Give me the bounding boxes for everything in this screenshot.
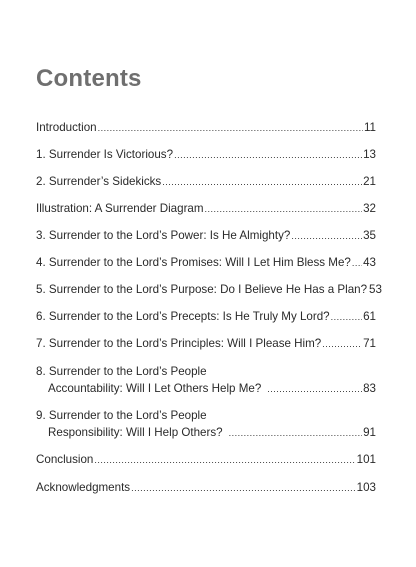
dot-leader <box>322 337 362 351</box>
toc-entry-title: 4. Surrender to the Lord’s Promises: Will I Let Him Bless Me? <box>36 256 351 269</box>
dot-leader <box>205 202 363 216</box>
toc-entry-subtitle: Responsibility: Will I Help Others? <box>48 426 223 439</box>
toc-entry-conclusion <box>36 453 376 467</box>
toc-page-number: 35 <box>363 229 376 242</box>
toc-page-number: 83 <box>363 382 376 395</box>
dot-leader <box>162 175 362 189</box>
toc-entry-chapter-9 <box>36 409 376 440</box>
toc-page-number: 61 <box>363 310 376 323</box>
toc-page-number: 43 <box>363 256 376 269</box>
dot-leader <box>352 256 362 270</box>
toc-entry-subtitle: Accountability: Will I Let Others Help Me? <box>48 382 262 395</box>
toc-page-number: 101 <box>356 453 376 466</box>
toc-entry-title: 1. Surrender Is Victorious? <box>36 148 174 161</box>
dot-leader <box>174 148 362 162</box>
toc-page-number: 11 <box>363 121 376 134</box>
toc-entry-chapter-3 <box>36 229 376 243</box>
toc-page-number: 103 <box>356 481 376 494</box>
toc-entry-chapter-6 <box>36 310 376 324</box>
toc-entry-acknowledgments <box>36 481 376 495</box>
toc-entry-chapter-7 <box>36 337 376 351</box>
dot-leader <box>267 382 362 396</box>
toc-entry-title: Conclusion <box>36 453 94 466</box>
dot-leader <box>331 310 362 324</box>
toc-entry-chapter-5 <box>36 283 382 297</box>
toc-entry-title: Illustration: A Surrender Diagram <box>36 202 204 215</box>
toc-entry-introduction <box>36 121 376 135</box>
toc-entry-title: 3. Surrender to the Lord’s Power: Is He Almighty? <box>36 229 291 242</box>
dot-leader <box>291 229 362 243</box>
toc-entry-title: 5. Surrender to the Lord’s Purpose: Do I Believe He Has a Plan? <box>36 283 368 296</box>
toc-entry-illustration <box>36 202 376 216</box>
toc-page-number: 53 <box>369 283 382 296</box>
dot-leader <box>229 426 362 440</box>
dot-leader <box>131 481 356 495</box>
toc-entry-chapter-4 <box>36 256 376 270</box>
dot-leader <box>98 121 363 135</box>
toc-entry-title: Acknowledgments <box>36 481 131 494</box>
toc-entry-chapter-2 <box>36 175 376 189</box>
toc-page-number: 32 <box>363 202 376 215</box>
dot-leader <box>94 453 355 467</box>
page-title: Contents <box>36 65 142 92</box>
toc-entry-title: 8. Surrender to the Lord’s People <box>36 365 207 378</box>
toc-entry-chapter-1 <box>36 148 376 162</box>
toc-entry-title: 6. Surrender to the Lord’s Precepts: Is He Truly My Lord? <box>36 310 330 323</box>
toc-page-number: 71 <box>363 337 376 350</box>
toc-entry-chapter-8 <box>36 365 376 396</box>
toc-entry-title: Introduction <box>36 121 97 134</box>
toc-page-number: 91 <box>363 426 376 439</box>
toc-entry-title: 9. Surrender to the Lord’s People <box>36 409 207 422</box>
toc-entry-title: 2. Surrender’s Sidekicks <box>36 175 162 188</box>
toc-page-number: 13 <box>363 148 376 161</box>
toc-entry-title: 7. Surrender to the Lord’s Principles: Will I Please Him? <box>36 337 322 350</box>
toc-page-number: 21 <box>363 175 376 188</box>
